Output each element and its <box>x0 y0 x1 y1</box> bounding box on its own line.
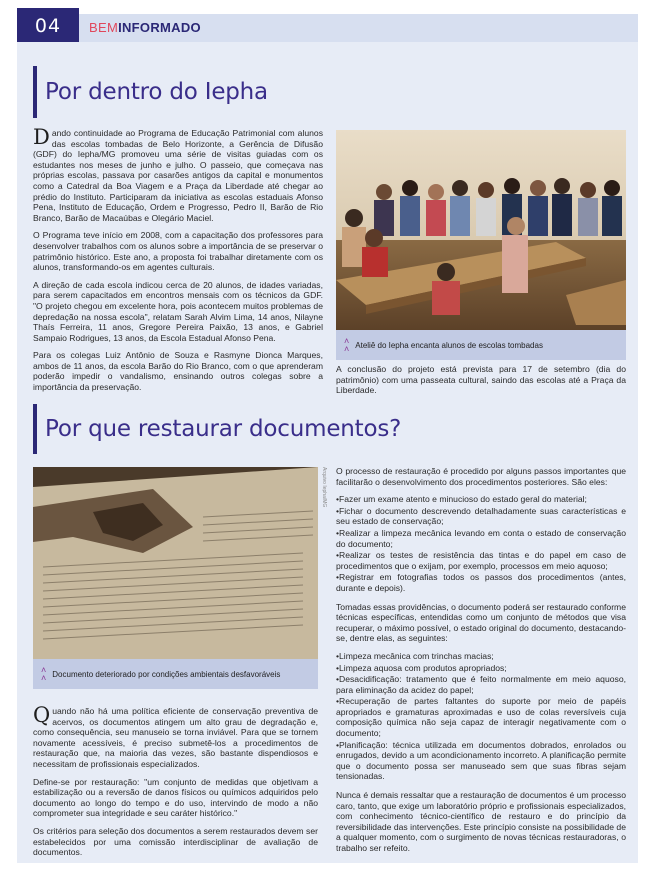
list-item: •Realizar a limpeza mecânica levando em conta o estado de conservação do documento; <box>336 527 626 549</box>
techniques-list <box>336 651 626 782</box>
section1-paragraph-2: O Programa teve início em 2008, com a capacitação dos professores para desenvolver trabalhos com os alunos sobre a importância de se preservar o patrimônio histórico. Este ano, a proposta foi trabalhar diretamente com os alunos, transformando-os em agentes culturais. <box>33 230 323 273</box>
section1-text <box>33 125 323 400</box>
section1-paragraph-3: A direção de cada escola indicou cerca de 20 alunos, de idades variadas, para serem capacitados em encontros mensais com os técnicos da GDF. "O projeto chegou em excelente hora, pois acontecem muitos problemas de depredação na nossa escola", relatam Sarah Alvim Lima, 14 anos, Nilayne Thaís Ferreira, 11 anos, Gregore Pereira Paixão, 13 anos, e Gabriel Sampaio Rodrigues, 13 anos, da Escola Estadual Afonso Pena. <box>33 279 323 343</box>
header-bar <box>79 14 638 42</box>
section2-photo-caption <box>33 659 318 689</box>
students-workshop-photo <box>336 130 626 330</box>
dropcap: Q <box>33 703 51 727</box>
section1-paragraph-4: Para os colegas Luiz Antônio de Souza e Rasmyne Dionca Marques, ambos de 11 anos, da escola Barão do Rio Branco, com o que aprenderam poderão impedir o vandalismo, ensinando outros colegas sobre a importância da preservação. <box>33 350 323 393</box>
section2-left-paragraph-2: Define-se por restauração: "um conjunto de medidas que objetivam a estabilização ou a reversão de danos físicos ou químicos adquiridos pelo documento ao longo do tempo e do uso, intervindo de modo a não comprometer sua integridade e seu caráter histórico." <box>33 776 318 819</box>
section1-title: Por dentro do Iepha <box>45 79 268 105</box>
steps-list <box>336 494 626 593</box>
section2-right-paragraph-3: Nunca é demais ressaltar que a restauração de documentos é um processo caro, tanto, que exige um laboratório próprio e profissionais especializados, com conhecimento técnico-científico de restauro e do princípio da reversibilidade das intervenções. Este princípio consiste na possibilidade de a qualquer momento, com o surgimento de novas técnicas restauradoras, o trabalho ser refeito. <box>336 790 626 853</box>
section2-title: Por que restaurar documentos? <box>45 416 402 442</box>
students-workshop-image <box>336 130 626 330</box>
section2-left-paragraph-3: Os critérios para seleção dos documentos a serem restaurados devem ser estabelecidos por uma comissão interdisciplinar de avaliação de documentos. <box>33 825 318 858</box>
list-item: •Limpeza aquosa com produtos apropriados; <box>336 662 507 673</box>
magazine-name <box>89 20 201 35</box>
caption-text: Ateliê do Iepha encanta alunos de escolas tombadas <box>355 340 543 350</box>
section2-title-bar <box>33 404 37 454</box>
caption-arrow-icon: ˄ ˄ <box>41 665 47 683</box>
list-item: •Realizar os testes de resistência das tintas e do papel em caso de procedimentos que o exijam, por exemplo, processos em meio aquoso; <box>336 550 626 571</box>
section2-heading <box>33 404 401 454</box>
list-item: •Fichar o documento descrevendo detalhadamente suas características e seu estado de conservação; <box>336 505 626 527</box>
list-item: •Desacidificação: tratamento que é feito normalmente em meio aquoso, para eliminação da acidez do papel; <box>336 674 626 695</box>
list-item: •Fazer um exame atento e minucioso do estado geral do material; <box>336 494 587 505</box>
list-item: •Registrar em fotografias todos os passos dos procedimentos (antes, durante e depois). <box>336 572 626 593</box>
paragraph-text: uando não há uma política eficiente de conservação preventiva de acervos, os documentos atingem um alto grau de degradação e, como consequência, seu manuseio se torna inviável. Para que se tornem novamente acessíveis, é preciso submetê-los a procedimentos de restauração que, na maioria das vezes, são bastante dispendiosos e necessitam de profissionais especializados. <box>33 706 318 769</box>
after-photo-paragraph: A conclusão do projeto está prevista para 17 de setembro (dia do patrimônio) com uma passeata cultural, saindo das escolas até a Praça da Liberdade. <box>336 364 626 396</box>
section2-right-paragraph-2: Tomadas essas providências, o documento poderá ser restaurado conforme técnicas específicas, entendidas como um conjunto de métodos que visa recuperar, o máximo possível, o estado original do documento, destacando-se, dentre elas, as seguintes: <box>336 601 626 644</box>
photo-credit: Arquivo Iepha/MG <box>321 467 327 508</box>
list-item: •Recuperação de partes faltantes do suporte por meio de papéis apropriados e gramaturas aproximadas e uso de colas reversíveis cuja composição química não seja capaz de interagir negativamente com o documento; <box>336 696 626 739</box>
magazine-name-part1: BEM <box>89 20 119 35</box>
deteriorated-document-photo <box>33 467 318 659</box>
caption-arrow-icon: ˄ ˄ <box>344 336 350 354</box>
dropcap: D <box>33 125 50 149</box>
magazine-name-part2: INFORMADO <box>118 20 201 35</box>
list-item: •Limpeza mecânica com trinchas macias; <box>336 650 494 661</box>
section2-right-text <box>336 466 626 861</box>
caption-text: Documento deteriorado por condições ambientais desfavoráveis <box>52 669 281 679</box>
section2-right-intro: O processo de restauração é procedido por alguns passos importantes que facilitarão o desenvolvimento dos procedimentos posteriores. São eles: <box>336 466 626 487</box>
deteriorated-document-image <box>33 467 318 659</box>
paragraph-text: ando continuidade ao Programa de Educação Patrimonial com alunos das escolas tombadas de Belo Horizonte, a Gerência de Difusão (GDF) do Iepha/MG promoveu uma série de visitas guiadas com os estudantes nos meses de junho e julho. O passeio, que começava nas próprias escolas, passava por casarões antigos da capital e monumentos como a Catedral da Boa Viagem e a Praça da Liberdade até chegar ao prédio do Instituto. Participaram da iniciativa as escolas estaduais Afonso Pena, Instituto de Educação, Ordem e Progresso, Pedro II, Barão de Rio Branco, Barão de Macaúbas e Olegário Maciel. <box>33 128 323 223</box>
section1-paragraph-1 <box>33 125 323 223</box>
section1-title-bar <box>33 66 37 118</box>
section1-heading <box>33 66 268 118</box>
section2-left-text <box>33 703 318 865</box>
section1-photo-caption <box>336 330 626 360</box>
list-item: •Planificação: técnica utilizada em documentos dobrados, enrolados ou enrugados, devido a um acondicionamento incorreto. A planificação permite que o documento possa ser manuseado sem que suas fibras sejam tensionadas. <box>336 739 626 782</box>
page-number: 04 <box>17 8 79 44</box>
section1-after-photo-text <box>336 364 626 403</box>
section2-left-paragraph-1 <box>33 703 318 770</box>
